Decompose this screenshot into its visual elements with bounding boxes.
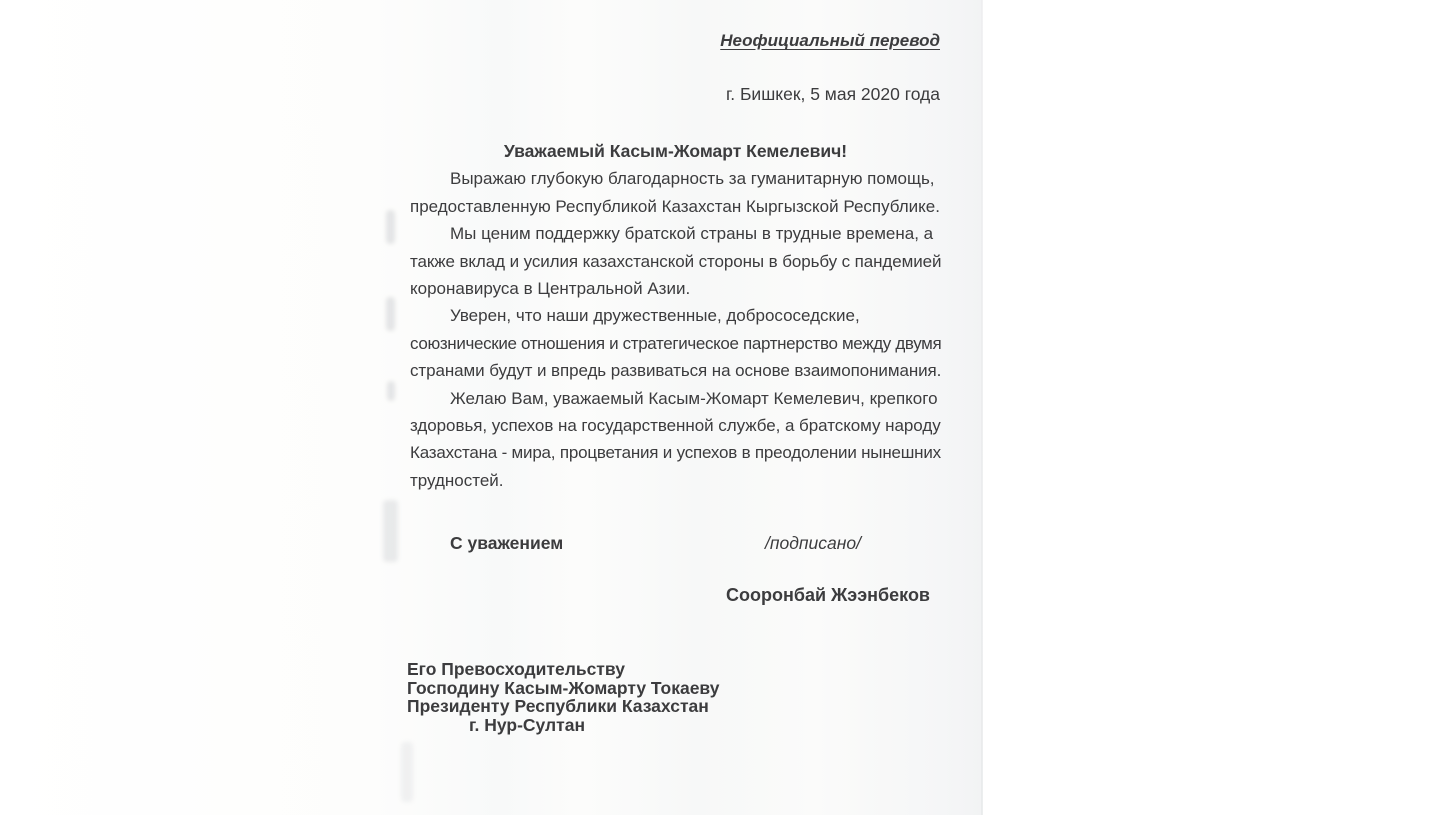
addressee-block: [407, 660, 720, 734]
paragraph-line: Уверен, что наши дружественные, добрососедские,: [450, 306, 860, 326]
paragraph-line: трудностей.: [410, 470, 504, 490]
addressee-line: Президенту Республики Казахстан: [407, 696, 709, 717]
scan-page-edge-shadow: [981, 0, 983, 815]
scan-smudge: [386, 210, 395, 244]
paragraph-line: также вклад и усилия казахстанской стороны в борьбу с пандемией: [410, 251, 942, 271]
scan-smudge: [401, 742, 413, 802]
signature-placeholder: /подписано/: [765, 533, 861, 553]
scan-smudge: [386, 297, 395, 331]
salutation: Уважаемый Касым-Жомарт Кемелевич!: [503, 141, 848, 161]
paragraph: [410, 302, 941, 384]
paragraph-line: здоровья, успехов на государственной службе, а братскому народу: [410, 416, 941, 436]
dateline: г. Бишкек, 5 мая 2020 года: [725, 84, 940, 104]
paragraph-line: союзнические отношения и стратегическое партнерство между двумя: [410, 333, 942, 353]
closing-salutation: С уважением: [450, 533, 564, 553]
paragraph-line: Казахстана - мира, процветания и успехов в преодолении нынешних: [410, 443, 941, 463]
paragraph: [410, 165, 941, 220]
letter-body: [410, 138, 941, 494]
addressee-line: г. Нур-Султан: [469, 714, 586, 735]
paragraph: [410, 220, 941, 302]
paragraph-line: странами будут и впредь развиваться на основе взаимопонимания.: [410, 361, 942, 381]
paragraph: [410, 385, 941, 495]
paragraph-line: коронавируса в Центральной Азии.: [410, 279, 691, 299]
paragraph-line: Выражаю глубокую благодарность за гуманитарную помощь,: [450, 169, 935, 189]
paragraph-line: Мы ценим поддержку братской страны в трудные времена, а: [450, 224, 934, 244]
translation-note: Неофициальный перевод: [720, 31, 940, 50]
scan-smudge: [383, 500, 398, 562]
addressee-line: Его Превосходительству: [407, 659, 625, 679]
scan-smudge: [387, 381, 395, 401]
signatory-name: Сооронбай Жээнбеков: [725, 585, 930, 605]
paragraph-line: Желаю Вам, уважаемый Касым-Жомарт Кемелевич, крепкого: [450, 388, 938, 408]
paragraph-line: предоставленную Республикой Казахстан Кыргызской Республике.: [410, 196, 940, 216]
addressee-line: Господину Касым-Жомарту Токаеву: [407, 677, 720, 698]
